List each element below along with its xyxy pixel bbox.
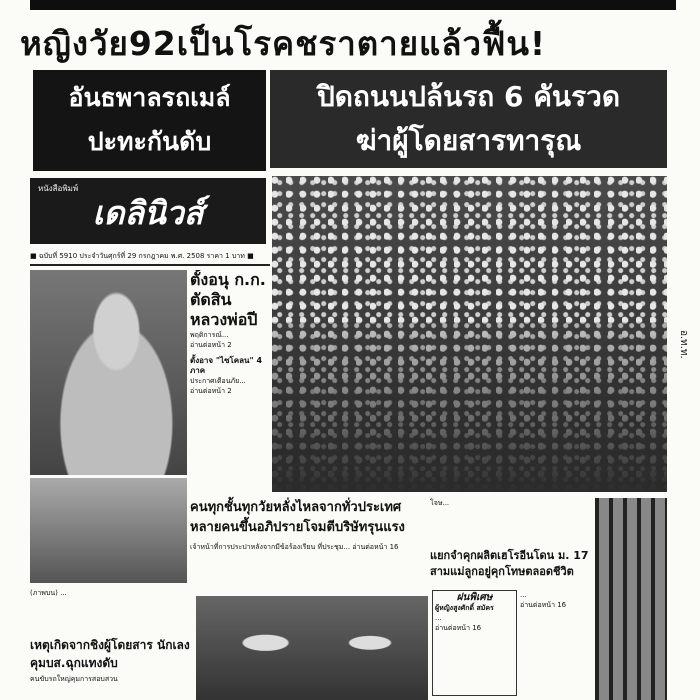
- left-bottom-foot: คนขับรถใหญ่คุมการสอบสวน: [30, 675, 118, 683]
- photo-credit: อ.ท.ท.: [678, 330, 689, 359]
- side-story-text2: ประกาศเตือนภัย...: [190, 377, 246, 385]
- bottom-box-text: ...: [435, 614, 442, 622]
- side-story: [190, 270, 270, 490]
- street-photo: [30, 478, 187, 583]
- main-story-more: อ่านต่อหน้า 16: [352, 543, 399, 551]
- box-right-line-2: ฆ่าผู้โดยสารทารุณ: [355, 124, 582, 157]
- side-story-more2: อ่านต่อหน้า 2: [190, 387, 232, 395]
- left-bottom-caption: (ภาพบน) ...: [30, 589, 67, 597]
- right-story-title: แยกจำคุกผลิตเฮโรอีนโดน ม. 17 สามแม่ลูกอยู่คุกโทษตลอดชีวิต: [430, 549, 589, 578]
- left-bottom-title: เหตุเกิดจากชิงผู้โดยสาร นักเลงคุมบส.ฉุกแทงดับ: [30, 638, 190, 670]
- side-story-text: พฤติการณ์...: [190, 331, 229, 339]
- top-rule: [30, 0, 676, 10]
- main-story-title: คนทุกชั้นทุกวัยหลั่งไหลจากทั่วประเทศ หลายคนขึ้นอภิปรายโจมตีบริษัทรุนแรง: [190, 500, 405, 535]
- bottom-photo: [196, 596, 428, 700]
- rcol2-text: ...: [520, 591, 527, 599]
- issue-line: ■ ฉบับที่ 5910 ประจำวันศุกร์ที่ 29 กรกฎาคม พ.ศ. 2508 ราคา 1 บาท ■: [30, 248, 270, 266]
- bottom-box-more: อ่านต่อหน้า 16: [435, 624, 482, 632]
- side-story-sub: ตั้งอาจ "ไซโคลน" 4 ภาค: [190, 356, 263, 375]
- main-story-text: เจ้าหน้าที่การประปาหลังจากมีข้อร้องเรียน ที่ประชุม...: [190, 543, 351, 551]
- bottom-box-sub: ผู้หญิงสูงศักดิ์ สมัคร: [435, 604, 494, 612]
- main-headline: หญิงวัย92เป็นโรคชราตายแล้วฟื้น!: [20, 24, 547, 63]
- box-left-line-2: ปะทะกันดับ: [87, 127, 212, 156]
- box-left-line-1: อันธพาลรถเมล์: [68, 83, 231, 112]
- rcol2-more: อ่านต่อหน้า 16: [520, 601, 567, 609]
- box-headline-right: [270, 70, 667, 168]
- side-story-title: ตั้งอนุ ก.ก. ตัดสิน หลวงพ่อปี: [190, 270, 266, 329]
- crowd-photo: [272, 176, 667, 492]
- jail-photo: [595, 498, 667, 700]
- masthead-small: หนังสือพิมพ์: [38, 184, 79, 193]
- side-story-more: อ่านต่อหน้า 2: [190, 341, 232, 349]
- main-story-body: [190, 542, 426, 590]
- box-headline-left: [33, 70, 266, 171]
- right-column-2: [520, 590, 592, 696]
- box-right-line-1: ปิดถนนปล้นรถ 6 คันรวด: [316, 80, 621, 113]
- portrait-photo: [30, 270, 187, 475]
- bottom-box: [432, 590, 517, 696]
- bottom-box-title: ฝนพิเศษ: [456, 592, 493, 603]
- right-story-text: โจษ...: [430, 499, 450, 507]
- masthead: [30, 178, 266, 244]
- masthead-title: เดลินิวส์: [92, 194, 204, 232]
